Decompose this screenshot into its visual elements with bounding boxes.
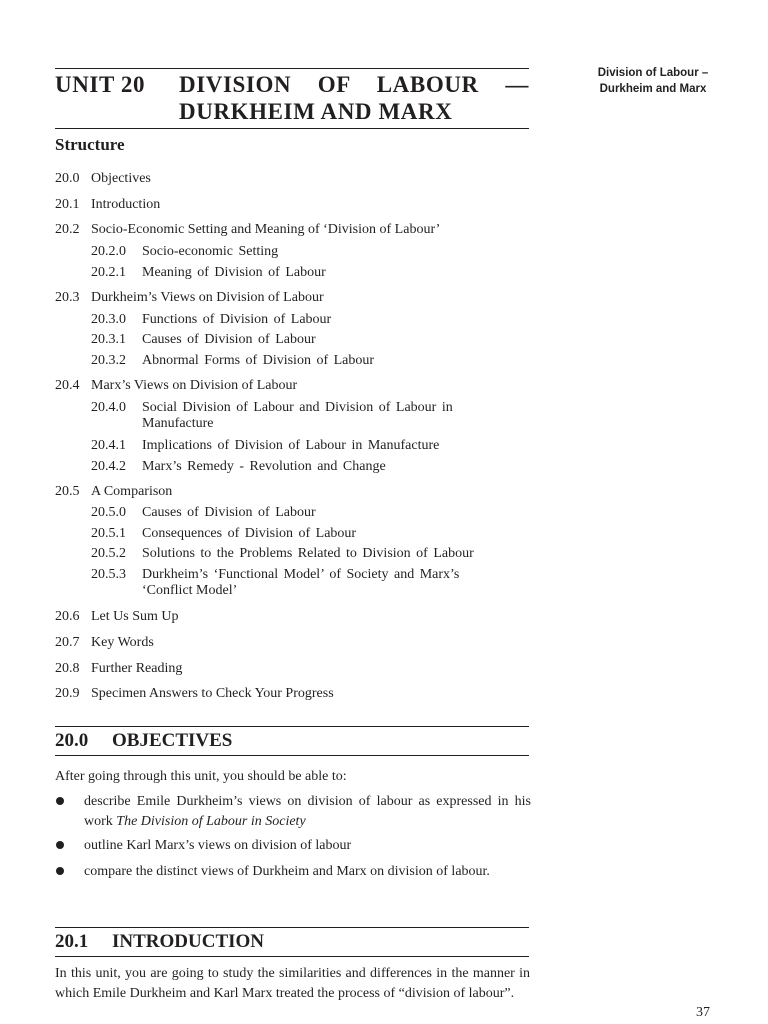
- toc-subitem: 20.3.0 Functions of Division of Labour: [91, 312, 332, 327]
- toc-subitem: 20.3.1 Causes of Division of Labour: [91, 332, 316, 347]
- toc-item: 20.5 A Comparison: [55, 484, 173, 499]
- bullet-icon: [56, 867, 64, 875]
- toc-item: 20.8 Further Reading: [55, 661, 183, 676]
- toc-subitem: 20.4.2 Marx’s Remedy - Revolution and Change: [91, 459, 386, 474]
- toc-subitem: 20.5.2 Solutions to the Problems Related to Division of Labour: [91, 546, 474, 561]
- toc-subitem: 20.3.2 Abnormal Forms of Division of Labour: [91, 353, 375, 368]
- toc-item: 20.3 Durkheim’s Views on Division of Labour: [55, 290, 324, 305]
- toc-subitem: 20.5.0 Causes of Division of Labour: [91, 505, 316, 520]
- unit-title-line2: DURKHEIM AND MARX: [179, 99, 453, 124]
- toc-subitem: 20.4.1 Implications of Division of Labour in Manufacture: [91, 438, 440, 453]
- bullet-icon: [56, 841, 64, 849]
- toc-subitem: 20.4.0 Social Division of Labour and Division of Labour in Manufacture: [91, 400, 453, 431]
- introduction-paragraph: In this unit, you are going to study the similarities and differences in the manner in which Emile Durkheim and Karl Marx treated the process of “division of labour”.: [55, 966, 530, 1001]
- structure-heading: Structure: [55, 135, 125, 154]
- toc-item: 20.7 Key Words: [55, 635, 154, 650]
- toc-subitem: 20.5.3 Durkheim’s ‘Functional Model’ of Society and Marx’s ‘Conflict Model’: [91, 567, 460, 598]
- toc-subitem: 20.2.0 Socio-economic Setting: [91, 244, 279, 259]
- running-header-line1: Division of Labour –: [597, 67, 709, 79]
- section-heading-introduction: 20.1 INTRODUCTION: [55, 927, 529, 957]
- unit-number: UNIT 20: [55, 72, 146, 97]
- toc-item: 20.9 Specimen Answers to Check Your Progress: [55, 686, 334, 701]
- toc-item: 20.1 Introduction: [55, 197, 161, 212]
- bullet-icon: [56, 797, 64, 805]
- toc-item: 20.2 Socio-Economic Setting and Meaning of ‘Division of Labour’: [55, 222, 441, 237]
- objectives-intro: After going through this unit, you should be able to:: [55, 769, 347, 784]
- toc-item: 20.6 Let Us Sum Up: [55, 609, 179, 624]
- document-page: Division of Labour – Durkheim and Marx UNIT 20 DIVISION OF LABOUR — DURKHEIM AND MARX Structure 20.0 Objectives 20.1 Introduction 20.2 Socio-Economic Setting and Meaning of ‘Division of Labour’ 20.2.0 Socio-economic Setting 20.2.1 Meaning of Division of Labour 20.3 Durkheim’s Views on Division of Labour 20.3.0 Functions of Division of Labour 20.3.1 Causes of Division of Labour 20.3.2 Abnormal Forms of Division of Labour 20.4 Marx’s Views on Division of Labour 20.4.0 Social Division of Labour and Division of Labour in Manufacture 20.4.1 Implications of Division of Labour in Manufacture 20.4.2 Marx’s Remedy - Revolution and Change 20.5 A Comparison 20.5.0 Causes of Division of Labour 20.5.1 Consequences of Division of Labour 20.5.2 Solutions to the Problems Related to Division of Labour 20.5.3 Durkheim’s ‘Functional Model’ of Society and Marx’s ‘Conflict Model’ 20.6 Let Us Sum Up 20.7 Key Words 20.8 Further Reading 20.9 Specimen Answers to Check Your Progress 20.0 OBJECTIVES After going through this unit, you should be able to: describe Emile Durkheim’s views on division of labour as expressed in his work The Division of Labour in Society outline Karl Marx’s views on division of labour compare the distinct views of Durkheim and Marx on division of labour. 20.1 INTRODUCTION In this unit, you are going to study the similarities and differences in the manner in which Emile Durkheim and Karl Marx treated the process of “division of labour”. 37: [0, 0, 768, 1024]
- toc-subitem: 20.2.1 Meaning of Division of Labour: [91, 265, 326, 280]
- running-header-line2: Durkheim and Marx: [599, 82, 707, 95]
- section-heading-objectives: 20.0 OBJECTIVES: [55, 726, 529, 756]
- unit-title-line1: DIVISION OF LABOUR —: [179, 72, 529, 97]
- toc-subitem: 20.5.1 Consequences of Division of Labour: [91, 526, 357, 541]
- toc-item: 20.0 Objectives: [55, 171, 151, 186]
- running-header: [582, 66, 724, 97]
- unit-title: [55, 68, 529, 129]
- toc-item: 20.4 Marx’s Views on Division of Labour: [55, 378, 298, 393]
- page-number: 37: [696, 1005, 710, 1020]
